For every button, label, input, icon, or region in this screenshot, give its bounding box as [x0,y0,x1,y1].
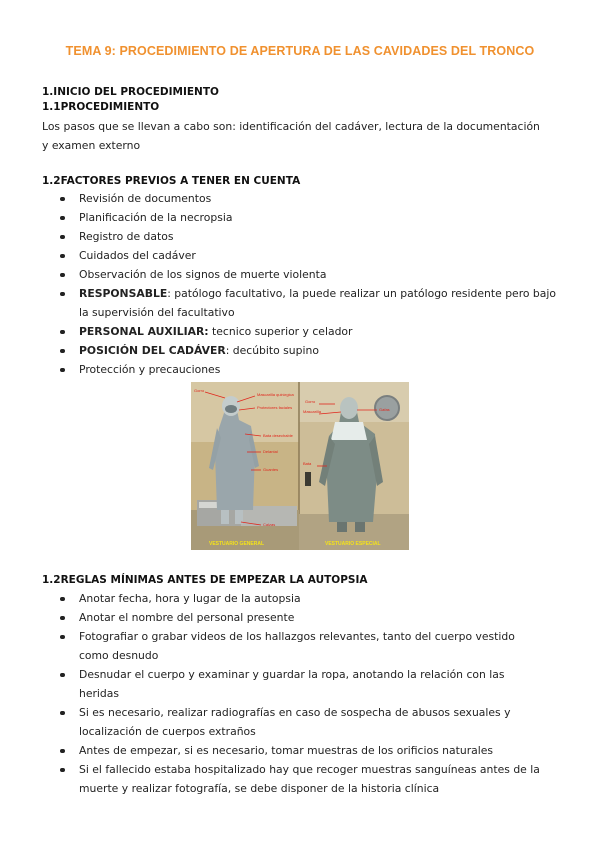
list-item: Si es necesario, realizar radiografías en caso de sospecha de abusos sexuales y localización de cuerpos extraños [42,703,558,741]
label-text: Protectores faciales [257,405,293,410]
paragraph-line: Los pasos que se llevan a cabo son: identificación del cadáver, lectura de la documentación [42,120,540,133]
reglas-list [42,589,558,798]
list-item: Cuidados del cadáver [42,246,558,265]
list-item: Desnudar el cuerpo y examinar y guardar la ropa, anotando la relación con las heridas [42,665,558,703]
section-heading-inicio: 1.INICIO DEL PROCEDIMIENTO [42,86,219,98]
list-item: Anotar el nombre del personal presente [42,608,558,627]
section-heading-factores: 1.2FACTORES PREVIOS A TENER EN CUENTA [42,175,301,187]
factores-list [42,189,558,379]
list-item: Antes de empezar, si es necesario, tomar muestras de los orificios naturales [42,741,558,760]
paragraph-procedimiento [42,117,558,155]
protective-clothing-photo [191,382,409,550]
list-item: Si el fallecido estaba hospitalizado hay que recoger muestras sanguíneas antes de la muerte y realizar fotografía, se debe disponer de la historia clínica [42,760,558,798]
list-item: Anotar fecha, hora y lugar de la autopsia [42,589,558,608]
label-text: Mascarilla [303,409,322,414]
label-text: Bata [303,461,312,466]
label-text: Gorro [305,399,316,404]
section-heading-reglas: 1.2REGLAS MÍNIMAS ANTES DE EMPEZAR LA AUTOPSIA [42,574,368,586]
caption-vestuario-general: VESTUARIO GENERAL [209,541,265,547]
bold-term: POSICIÓN DEL CADÁVER [79,344,226,357]
caption-vestuario-especial: VESTUARIO ESPECIAL [325,541,381,547]
label-text: Gorro [194,388,205,393]
list-item: Protección y precauciones [42,360,558,379]
label-text: Gafas [379,407,390,412]
paragraph-line: y examen externo [42,139,141,152]
label-text: Guantes [263,467,279,472]
label-text: Mascarilla quirúrgica [257,392,294,397]
list-item: Revisión de documentos [42,189,558,208]
bold-term: RESPONSABLE [79,287,168,300]
bold-term: PERSONAL AUXILIAR: [79,325,209,338]
label-text: Calzas [263,522,276,527]
list-item: Observación de los signos de muerte violenta [42,265,558,284]
page-title: TEMA 9: PROCEDIMIENTO DE APERTURA DE LAS CAVIDADES DEL TRONCO [65,44,535,58]
subheading-procedimiento: 1.1PROCEDIMIENTO [42,101,160,113]
label-text: Delantal [263,449,278,454]
list-item: Fotografiar o grabar videos de los hallazgos relevantes, tanto del cuerpo vestido como desnudo [42,627,558,665]
list-item: Planificación de la necropsia [42,208,558,227]
list-item-personal-auxiliar: PERSONAL AUXILIAR: tecnico superior y celador [42,322,558,341]
photo-illustration [191,382,409,550]
label-text: Bata desechable [263,433,293,438]
list-item-responsable: RESPONSABLE: patólogo facultativo, la puede realizar un patólogo residente pero bajo la supervisión del facultativo [42,284,558,322]
list-item-posicion: POSICIÓN DEL CADÁVER: decúbito supino [42,341,558,360]
list-item: Registro de datos [42,227,558,246]
